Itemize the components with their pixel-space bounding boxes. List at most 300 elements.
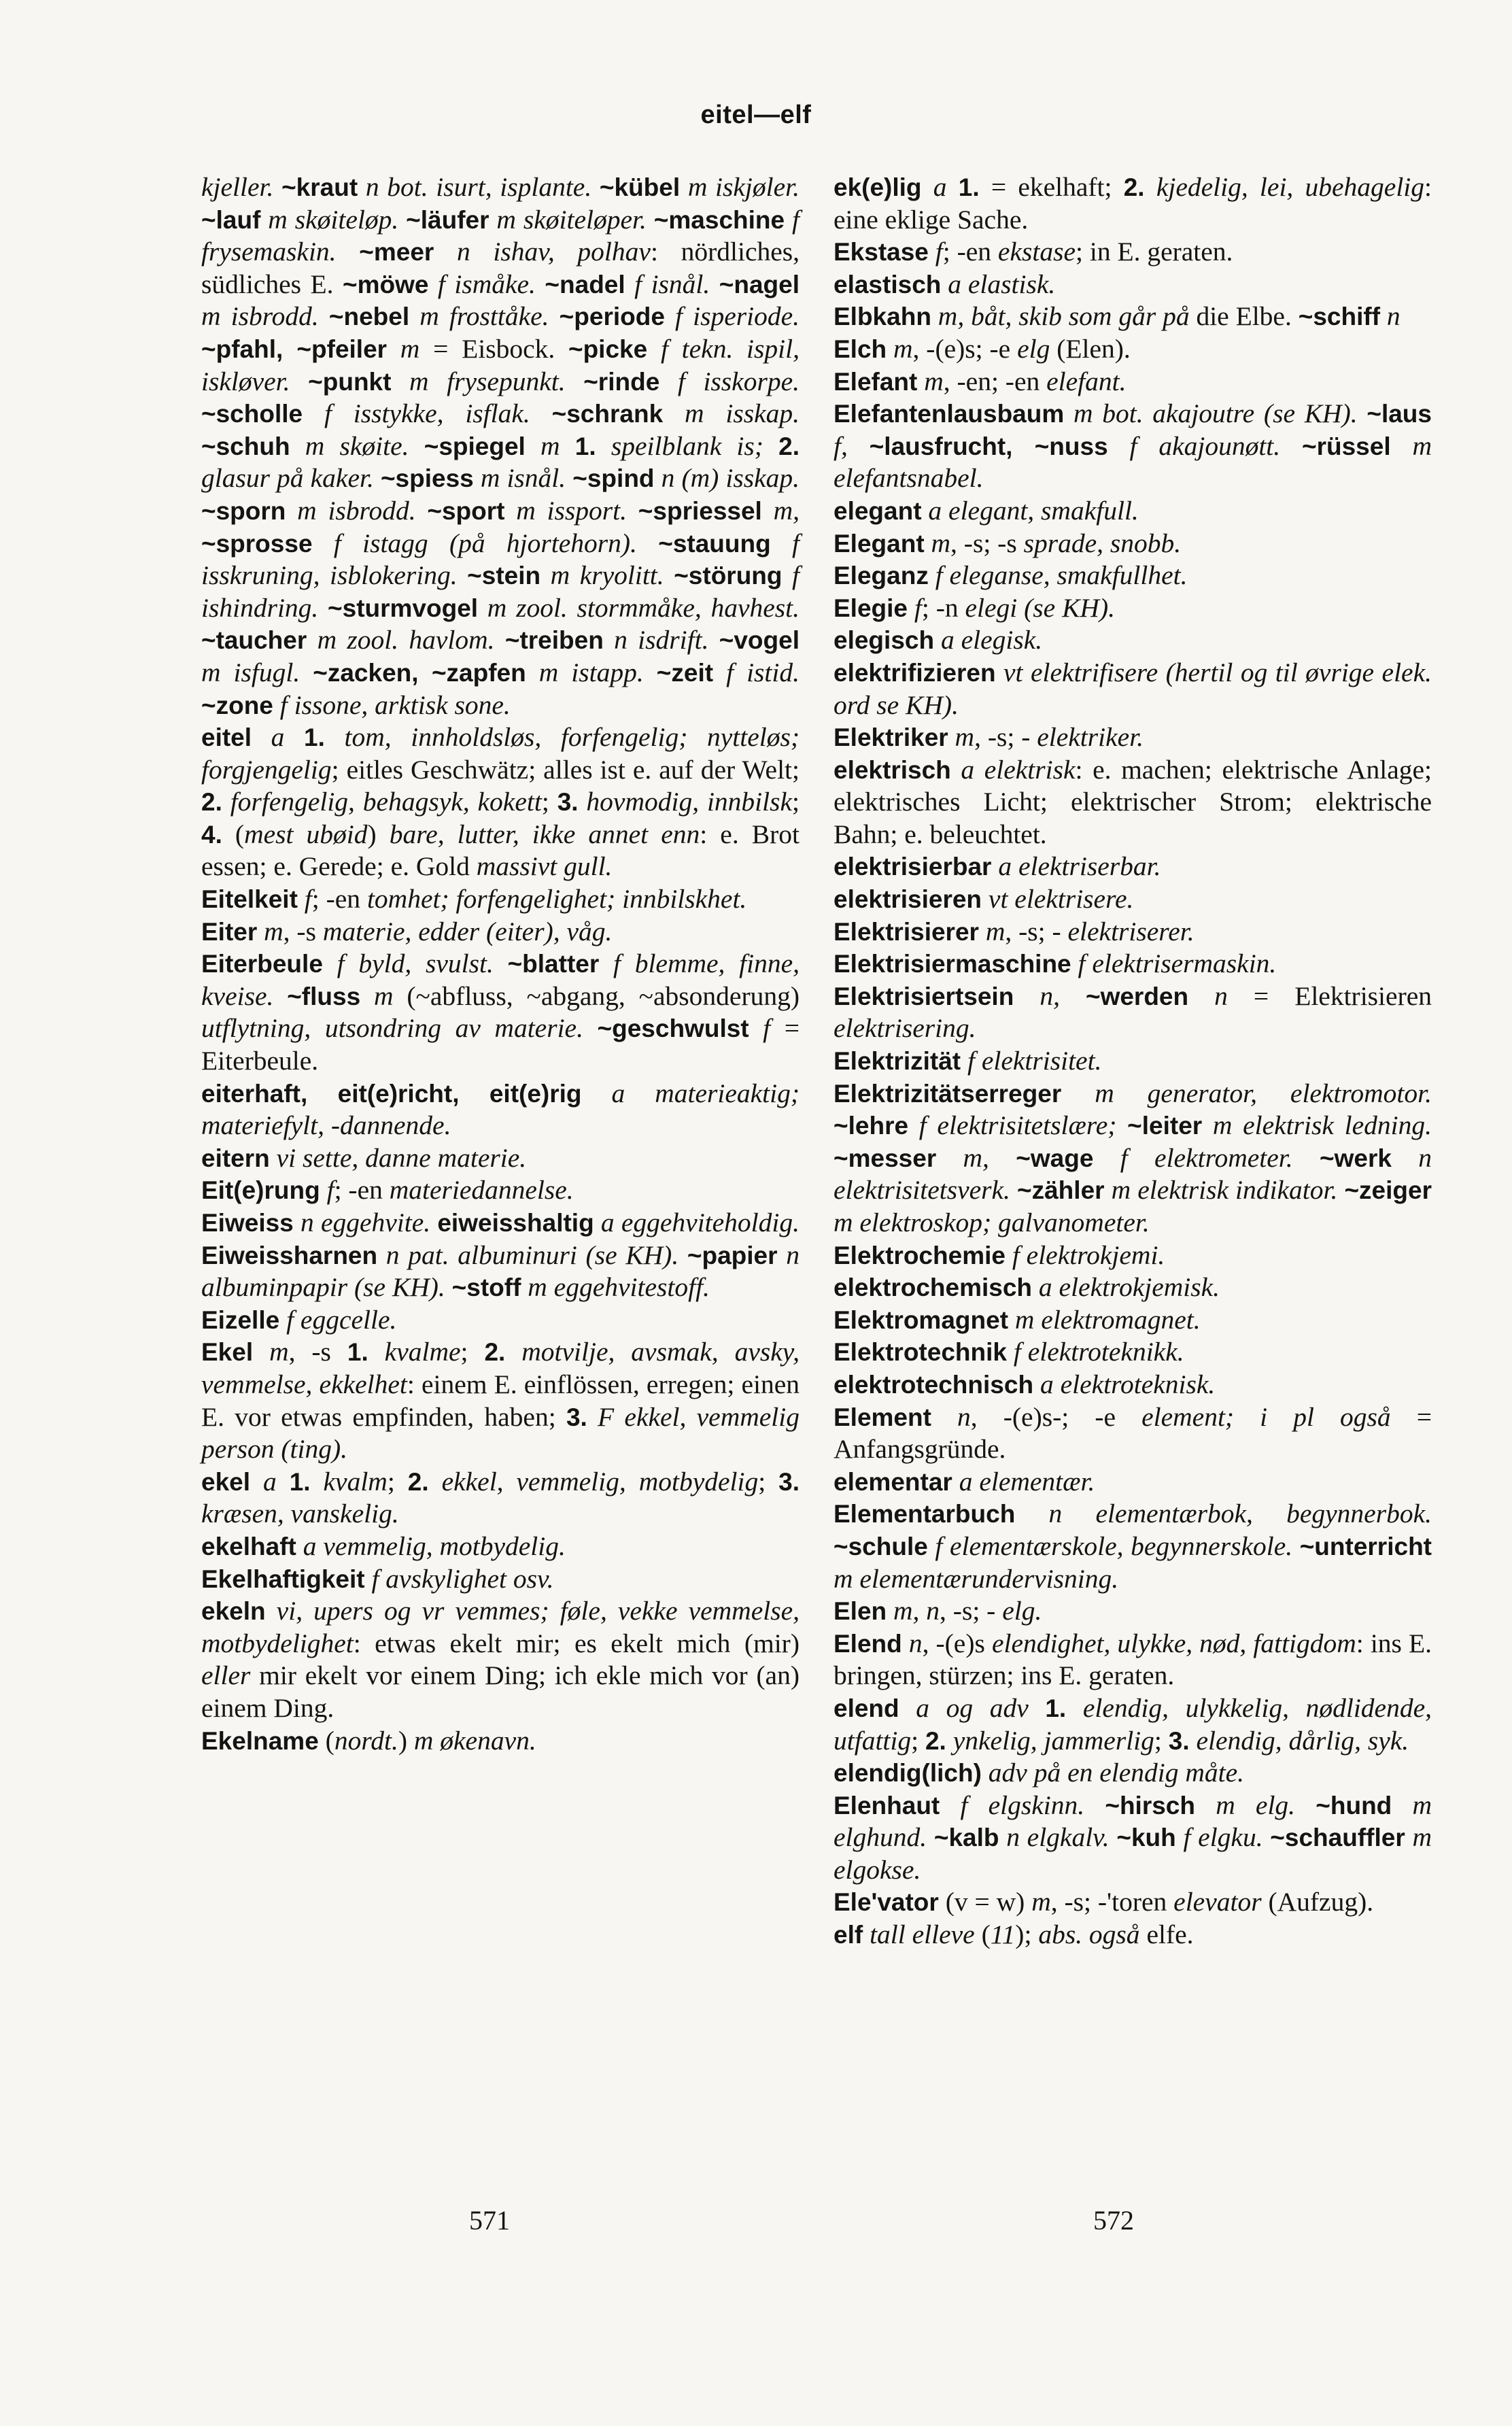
headword: ~nebel [328,303,410,331]
translation-text: n (m) isskap. [654,463,800,494]
headword: ~zone [201,691,273,719]
translation-text: m issport. [504,495,638,526]
headword: 1. [958,173,980,201]
headword: 2. [778,432,800,460]
translation-text: eller [201,1660,251,1691]
headword: ~stein [467,562,541,590]
translation-text: elegi (se KH). [965,592,1115,623]
translation-text: m elektrisk ledning. [1202,1110,1432,1141]
headword: ~punkt [308,367,392,396]
translation-text: f isperiode. [664,301,800,332]
translation-text: sprade, snobb. [1023,528,1182,558]
translation-text: n elementærbok, begynnerbok. [1015,1499,1432,1529]
entry-text: , -en; -en [943,366,1047,396]
headword: ~werden [1085,982,1189,1010]
translation-text: f elgku. [1175,1822,1271,1853]
dictionary-entry [834,948,1432,980]
translation-text: m zool. havlom. [307,625,505,655]
right-column [834,171,1432,1951]
translation-text: a materieaktig; materiefylt, -dannende. [201,1078,800,1141]
translation-text: element; i pl også [1141,1401,1417,1432]
translation-text: m elefantsnabel. [834,430,1432,494]
entry-text: = Elektrisieren [1253,980,1432,1011]
headword: ~schauffler [1270,1824,1405,1852]
headword: ~spriessel [638,496,762,525]
headword: ~kübel [599,173,681,201]
translation-text: elektrisering. [834,1013,976,1044]
headword: 1. [347,1338,368,1367]
dictionary-entry [834,1692,1432,1757]
entry-text: ; -n [921,592,965,623]
translation-text: f elektrometer. [1093,1142,1320,1173]
dictionary-entry [834,1628,1432,1692]
translation-text: motvilje, avsmak, avsky, vemmelse, ekkelhet [201,1337,800,1399]
headword: 1. [304,723,325,752]
headword: ~vogel [719,626,800,655]
entry-text: , -s; -'toren [1050,1887,1174,1917]
headword: 3. [557,788,579,817]
headword: ~zeiger [1344,1176,1432,1205]
translation-text: f elektrisitetslære; [908,1110,1128,1141]
entry-text: ; [460,1337,485,1367]
headword: Eleganz [834,562,929,590]
dictionary-entry [834,657,1432,721]
dictionary-entry [834,1240,1432,1272]
translation-text: f tekn. ispil, iskløver. [201,333,800,396]
headword: ~spiess [380,464,474,493]
translation-text: n [1380,301,1401,332]
translation-text: m elektromagnet. [1008,1304,1201,1335]
entry-text: mir ekelt vor einem Ding; ich ekle mich vor (an) einem Ding. [201,1660,800,1723]
translation-text: nordt. [334,1725,398,1756]
headword: ~zacken, ~zapfen [313,658,526,687]
headword: ~spiegel [424,432,526,460]
translation-text: m isbrodd. [286,495,428,526]
dictionary-entry [834,398,1432,495]
translation-text: vt elektrisere. [982,884,1134,915]
dictionary-entry [201,1595,800,1724]
headword: Elektrochemie [834,1241,1006,1269]
dictionary-entry [834,1498,1432,1595]
translation-text: ynkelig, jammerlig [946,1725,1154,1756]
translation-text: a [921,172,959,202]
headword: 1. [1045,1694,1067,1722]
entry-text: elfe. [1139,1919,1194,1950]
translation-text: F ekkel, vemmelig person (ting). [201,1401,800,1465]
entry-text: , -s; -s [950,528,1024,558]
dictionary-entry [834,171,1432,236]
entry-text: , -s; - [940,1596,1003,1626]
translation-text: m [253,1337,289,1367]
headword: ~rinde [583,367,660,396]
translation-text: a og adv [899,1692,1046,1723]
left-column [201,171,800,1757]
entry-text: , -s [283,916,323,946]
entry-text: ( [318,1725,334,1756]
translation-text: abs. også [1038,1919,1140,1950]
translation-text: m [1031,1887,1051,1917]
headword: Elektrizität [834,1047,961,1076]
translation-text: m isfugl. [201,657,313,687]
headword: Elementarbuch [834,1500,1016,1528]
entry-text: ; [541,787,557,817]
translation-text: f akajounøtt. [1107,430,1302,461]
translation-text: f elektrisitet. [961,1046,1102,1076]
headword: Elch [834,335,887,363]
dictionary-entry [201,1174,800,1207]
headword: elf [834,1921,863,1949]
headword: ~geschwulst [597,1014,749,1043]
headword: ~papier [687,1241,778,1269]
translation-text: m zool. stormmåke, havhest. [478,592,800,623]
entry-text: , -(e)s-; -e [970,1401,1142,1432]
headword: ~kraut [281,173,358,201]
dictionary-entry [201,1563,800,1596]
translation-text: utflytning, utsondring av materie. [201,1013,598,1044]
headword: ~schrank [551,400,664,428]
translation-text: f elektrokjemi. [1005,1240,1165,1270]
translation-text: m eggehvitestoff. [521,1272,710,1303]
headword: ~lausfrucht, ~nuss [869,432,1108,460]
headword: elektrochemisch [834,1274,1033,1302]
translation-text: m [887,333,913,364]
headword: 1. [574,432,596,460]
dictionary-entry [834,721,1432,754]
headword: ~lauf [201,205,261,234]
translation-text: n eggehvite. [293,1208,438,1237]
translation-text: a elektrisk [950,754,1076,785]
translation-text: m skøiteløp. [260,204,407,235]
translation-text: m [924,528,951,558]
entry-text: ( [222,819,245,849]
translation-text: n ishav, polhav [434,237,651,267]
translation-text: m, båt, skib som går på [931,301,1197,332]
entry-text: ) [367,819,390,849]
translation-text: a elegant, smakfull. [921,495,1139,526]
entry-text: ; [1154,1725,1169,1756]
translation-text: f [928,237,943,267]
headword: ~picke [568,335,648,363]
translation-text: m, n [887,1596,940,1626]
translation-text: elendig, dårlig, syk. [1189,1725,1409,1756]
translation-text: m, [936,1142,1016,1173]
headword: ~stoff [451,1274,521,1302]
headword: Elbkahn [834,303,931,331]
dictionary-entry [834,1595,1432,1628]
translation-text: vt elektrifisere (hertil og til øvrige elek. ord se KH). [834,657,1432,720]
headword: elendig(lich) [834,1759,982,1788]
headword: 2. [925,1726,946,1755]
dictionary-entry [834,495,1432,528]
dictionary-entry [834,1369,1432,1401]
headword: ~treiben [504,626,604,655]
entry-text: ; -en [334,1175,390,1206]
translation-text: m skøiteløper. [489,204,654,235]
entry-text: ; [792,787,800,817]
translation-text: ekkel, vemmelig, motbydelig [428,1466,759,1497]
translation-text: a elektriserbar. [991,851,1161,882]
headword: ~schuh [201,432,290,460]
translation-text: a elastisk. [941,269,1056,299]
translation-text: m [387,333,434,364]
entry-text: ); [1015,1919,1039,1950]
translation-text: f eggcelle. [279,1304,397,1335]
headword: 2. [1123,173,1145,201]
headword: eitern [201,1144,270,1172]
translation-text: kjedelig, lei, ubehagelig [1144,172,1425,202]
headword: eiweisshaltig [437,1209,594,1237]
headword: ~schule [834,1532,928,1560]
headword: ~taucher [201,626,307,655]
dictionary-entry [201,1725,800,1758]
translation-text: f isskorpe. [659,366,800,396]
page-number-right: 572 [1093,2205,1134,2236]
translation-text: m elg. [1195,1790,1316,1820]
translation-text: elektriserer. [1067,916,1195,946]
translation-text: materie, edder (eiter), våg. [322,916,613,946]
translation-text: m [917,366,944,396]
entry-text: = ekelhaft; [979,172,1124,202]
headword: eitel [201,723,252,752]
headword: Elektrizitätserreger [834,1079,1062,1108]
translation-text: elendighet, ulykke, nød, fattigdom [991,1628,1356,1658]
translation-text: m [948,722,975,753]
headword: elektrisierbar [834,853,992,881]
translation-text: f elektroteknikk. [1006,1337,1184,1367]
translation-text: n, [1014,980,1086,1011]
translation-text: m frosttåke. [409,301,560,332]
translation-text: n albuminpapir (se KH). [201,1240,800,1303]
headword: ~meer [359,238,434,267]
translation-text: m frysepunkt. [391,366,584,396]
headword: ~sprosse [201,529,313,558]
translation-text: materiedannelse. [389,1175,574,1206]
headword: ~zeit [656,658,714,687]
headword: Eit(e)rung [201,1176,320,1205]
translation-text: f ismåke. [428,269,545,299]
translation-text: tomhet; forfengelighet; innbilskhet. [366,884,747,915]
headword: ~kalb [933,1824,999,1852]
translation-text: f [908,592,922,623]
translation-text: m elgokse. [834,1822,1432,1885]
headword: Elektrisiermaschine [834,950,1071,978]
dictionary-entry [834,366,1432,398]
translation-text: m isbrodd. [201,301,329,332]
headword: ~periode [559,303,665,331]
headword: ~sturmvogel [328,594,479,622]
translation-text: tom, innholdsløs, forfengelig; nytteløs; forgjengelig [201,722,800,785]
headword: ~sporn [201,496,286,525]
translation-text: m elementærundervisning. [834,1563,1119,1594]
translation-text: m iskjøler. [680,172,800,202]
headword: ~blatter [507,950,600,978]
translation-text: m [525,430,575,461]
translation-text: f blemme, finne, kveise. [201,949,800,1011]
headword: 3. [778,1467,800,1496]
dictionary-entry [834,1886,1432,1919]
translation-text: m kryolitt. [540,560,674,591]
translation-text: f istid. [713,657,800,687]
translation-text: vi, upers og vr vemmes; føle, vekke vemmelse, motbydelighet [201,1596,800,1658]
translation-text: a eggehviteholdig. [594,1208,800,1237]
headword: Eiweissharnen [201,1241,378,1269]
translation-text: f istagg (på hjortehorn). [312,528,659,558]
dictionary-entry [201,1207,800,1304]
headword: 2. [407,1467,429,1496]
headword: Elenhaut [834,1791,940,1820]
translation-text: forfengelig, behagsyk, kokett [222,787,542,817]
headword: ~nadel [545,270,625,298]
headword: ~werk [1319,1144,1392,1172]
translation-text: tall elleve [863,1919,975,1950]
headword: Elegant [834,529,925,558]
translation-text: elendig, ulykkelig, nødlidende, utfattig [834,1692,1432,1756]
entry-text: (~abfluss, ~abgang, ~absonderung) [407,980,800,1011]
translation-text: adv på en elendig måte. [981,1758,1245,1788]
dictionary-entry [834,851,1432,883]
headword: eiterhaft, eit(e)richt, eit(e)rig [201,1079,582,1108]
dictionary-entry [834,301,1432,333]
entry-text: , -s [288,1337,347,1367]
translation-text: a elektrokjemisk. [1032,1272,1220,1303]
translation-text: ekstase [997,237,1076,267]
running-head: eitel—elf [700,101,812,129]
entry-text: (v = w) [938,1887,1032,1917]
headword: ek(e)lig [834,173,922,201]
entry-text: (Elen). [1050,333,1131,364]
translation-text: kjeller. [201,172,282,202]
translation-text: n elgkalv. [999,1822,1117,1853]
headword: Ekstase [834,238,929,267]
dictionary-entry [201,948,800,1077]
dictionary-entry [201,1336,800,1465]
dictionary-entry [834,916,1432,949]
entry-text: : etwas ekelt mir; es ekelt mich (mir) [353,1628,800,1658]
headword: Elen [834,1597,887,1626]
translation-text: elevator [1173,1887,1262,1917]
headword: ekeln [201,1597,266,1626]
translation-text: f frysemaskin. [201,204,800,267]
translation-text: m [978,916,1006,946]
translation-text: f elgskinn. [940,1790,1105,1820]
entry-text: ) [398,1725,414,1756]
headword: Eiweiss [201,1209,294,1237]
dictionary-entry [201,171,800,721]
entry-text: = Anfangsgründe. [834,1401,1432,1465]
translation-text: m [360,980,407,1011]
translation-text: f isnål. [625,269,719,299]
translation-text: m istapp. [526,657,657,687]
entry-text: : e. machen; elektrische Anlage; elektrisches Licht; elektrischer Strom; elektrische Bahn; e. beleuchtet. [834,754,1432,849]
dictionary-entry [834,269,1432,301]
entry-text: ; -en [942,237,998,267]
headword: ~leiter [1127,1112,1203,1140]
headword: ~störung [674,562,783,590]
entry-text: : einem E. einflössen, erregen; einen E. vor etwas empfinden, haben; [201,1369,800,1432]
entry-text: ; [387,1466,408,1497]
dictionary-entry [834,980,1432,1045]
entry-text: : ins E. bringen, stürzen; ins E. geraten. [834,1628,1432,1691]
dictionary-entry [834,1757,1432,1790]
translation-text: f ishindring. [201,560,800,623]
dictionary-entry [834,1466,1432,1499]
headword: 4. [201,820,222,849]
translation-text: m generator, elektromotor. [1061,1078,1432,1108]
translation-text: n elektrisitetsverk. [834,1142,1432,1206]
translation-text: a elegisk. [934,625,1043,655]
headword: ~maschine [653,205,785,234]
translation-text: f elementærskole, begynnerskole. [927,1531,1300,1561]
translation-text: bare, lutter, ikke annet enn [389,819,700,849]
headword: ~messer [834,1144,937,1172]
translation-text: kvalme [368,1337,461,1367]
translation-text: f isskruning, isblokering. [201,528,800,591]
headword: ~stauung [658,529,771,558]
translation-text: n [931,1401,971,1432]
translation-text: 11 [990,1919,1016,1950]
headword: 2. [484,1338,506,1367]
dictionary-entry [201,1078,800,1142]
headword: ~rüssel [1302,432,1391,460]
headword: Eiter [201,917,258,946]
headword: ~lehre [834,1112,909,1140]
headword: elementar [834,1467,952,1496]
entry-text: , -(e)s; -e [912,333,1018,364]
translation-text: hovmodig, innbilsk [578,787,793,817]
entry-text: (Aufzug). [1261,1887,1374,1917]
translation-text: n [901,1628,923,1658]
translation-text: m elghund. [834,1790,1432,1853]
headword: Elefantenlausbaum [834,400,1065,428]
headword: elektrisch [834,755,951,784]
dictionary-entry [201,916,800,949]
entry-text: : nördliches, südliches E. [201,237,800,299]
headword: ~nagel [719,270,800,298]
translation-text: massivt gull. [476,851,613,882]
entry-text: die Elbe. [1196,301,1299,332]
dictionary-entry [834,1304,1432,1337]
translation-text: m, [761,495,800,526]
headword: ~fluss [287,982,361,1010]
entry-text: ; [758,1466,779,1497]
headword: Ekelhaftigkeit [201,1565,365,1593]
dictionary-entry [201,1142,800,1175]
entry-text: , -s; - [974,722,1037,753]
dictionary-entry [834,1919,1432,1951]
translation-text: f, [834,430,870,461]
dictionary-entry [201,883,800,916]
translation-text: speilblank is; [596,430,779,461]
headword: elend [834,1694,899,1722]
translation-text: n [1188,980,1254,1011]
headword: Elektrisierer [834,917,979,946]
headword: ~wage [1016,1144,1094,1172]
headword: elektrifizieren [834,658,996,687]
translation-text: m isnål. [473,463,573,494]
headword: ~schiff [1298,303,1381,331]
translation-text: m bot. akajoutre (se KH). [1064,398,1367,429]
headword: Elektrotechnik [834,1338,1007,1367]
translation-text: elefant. [1046,366,1127,396]
entry-text: , -s; - [1005,916,1068,946]
translation-text: f avskylighet osv. [364,1563,554,1594]
headword: ~sport [427,496,505,525]
translation-text: m økenavn. [413,1725,536,1756]
translation-text: f issone, arktisk sone. [273,689,511,720]
translation-text: f elektrisermaskin. [1071,949,1277,979]
translation-text: f eleganse, smakfullhet. [928,560,1188,591]
dictionary-entry [834,1271,1432,1304]
